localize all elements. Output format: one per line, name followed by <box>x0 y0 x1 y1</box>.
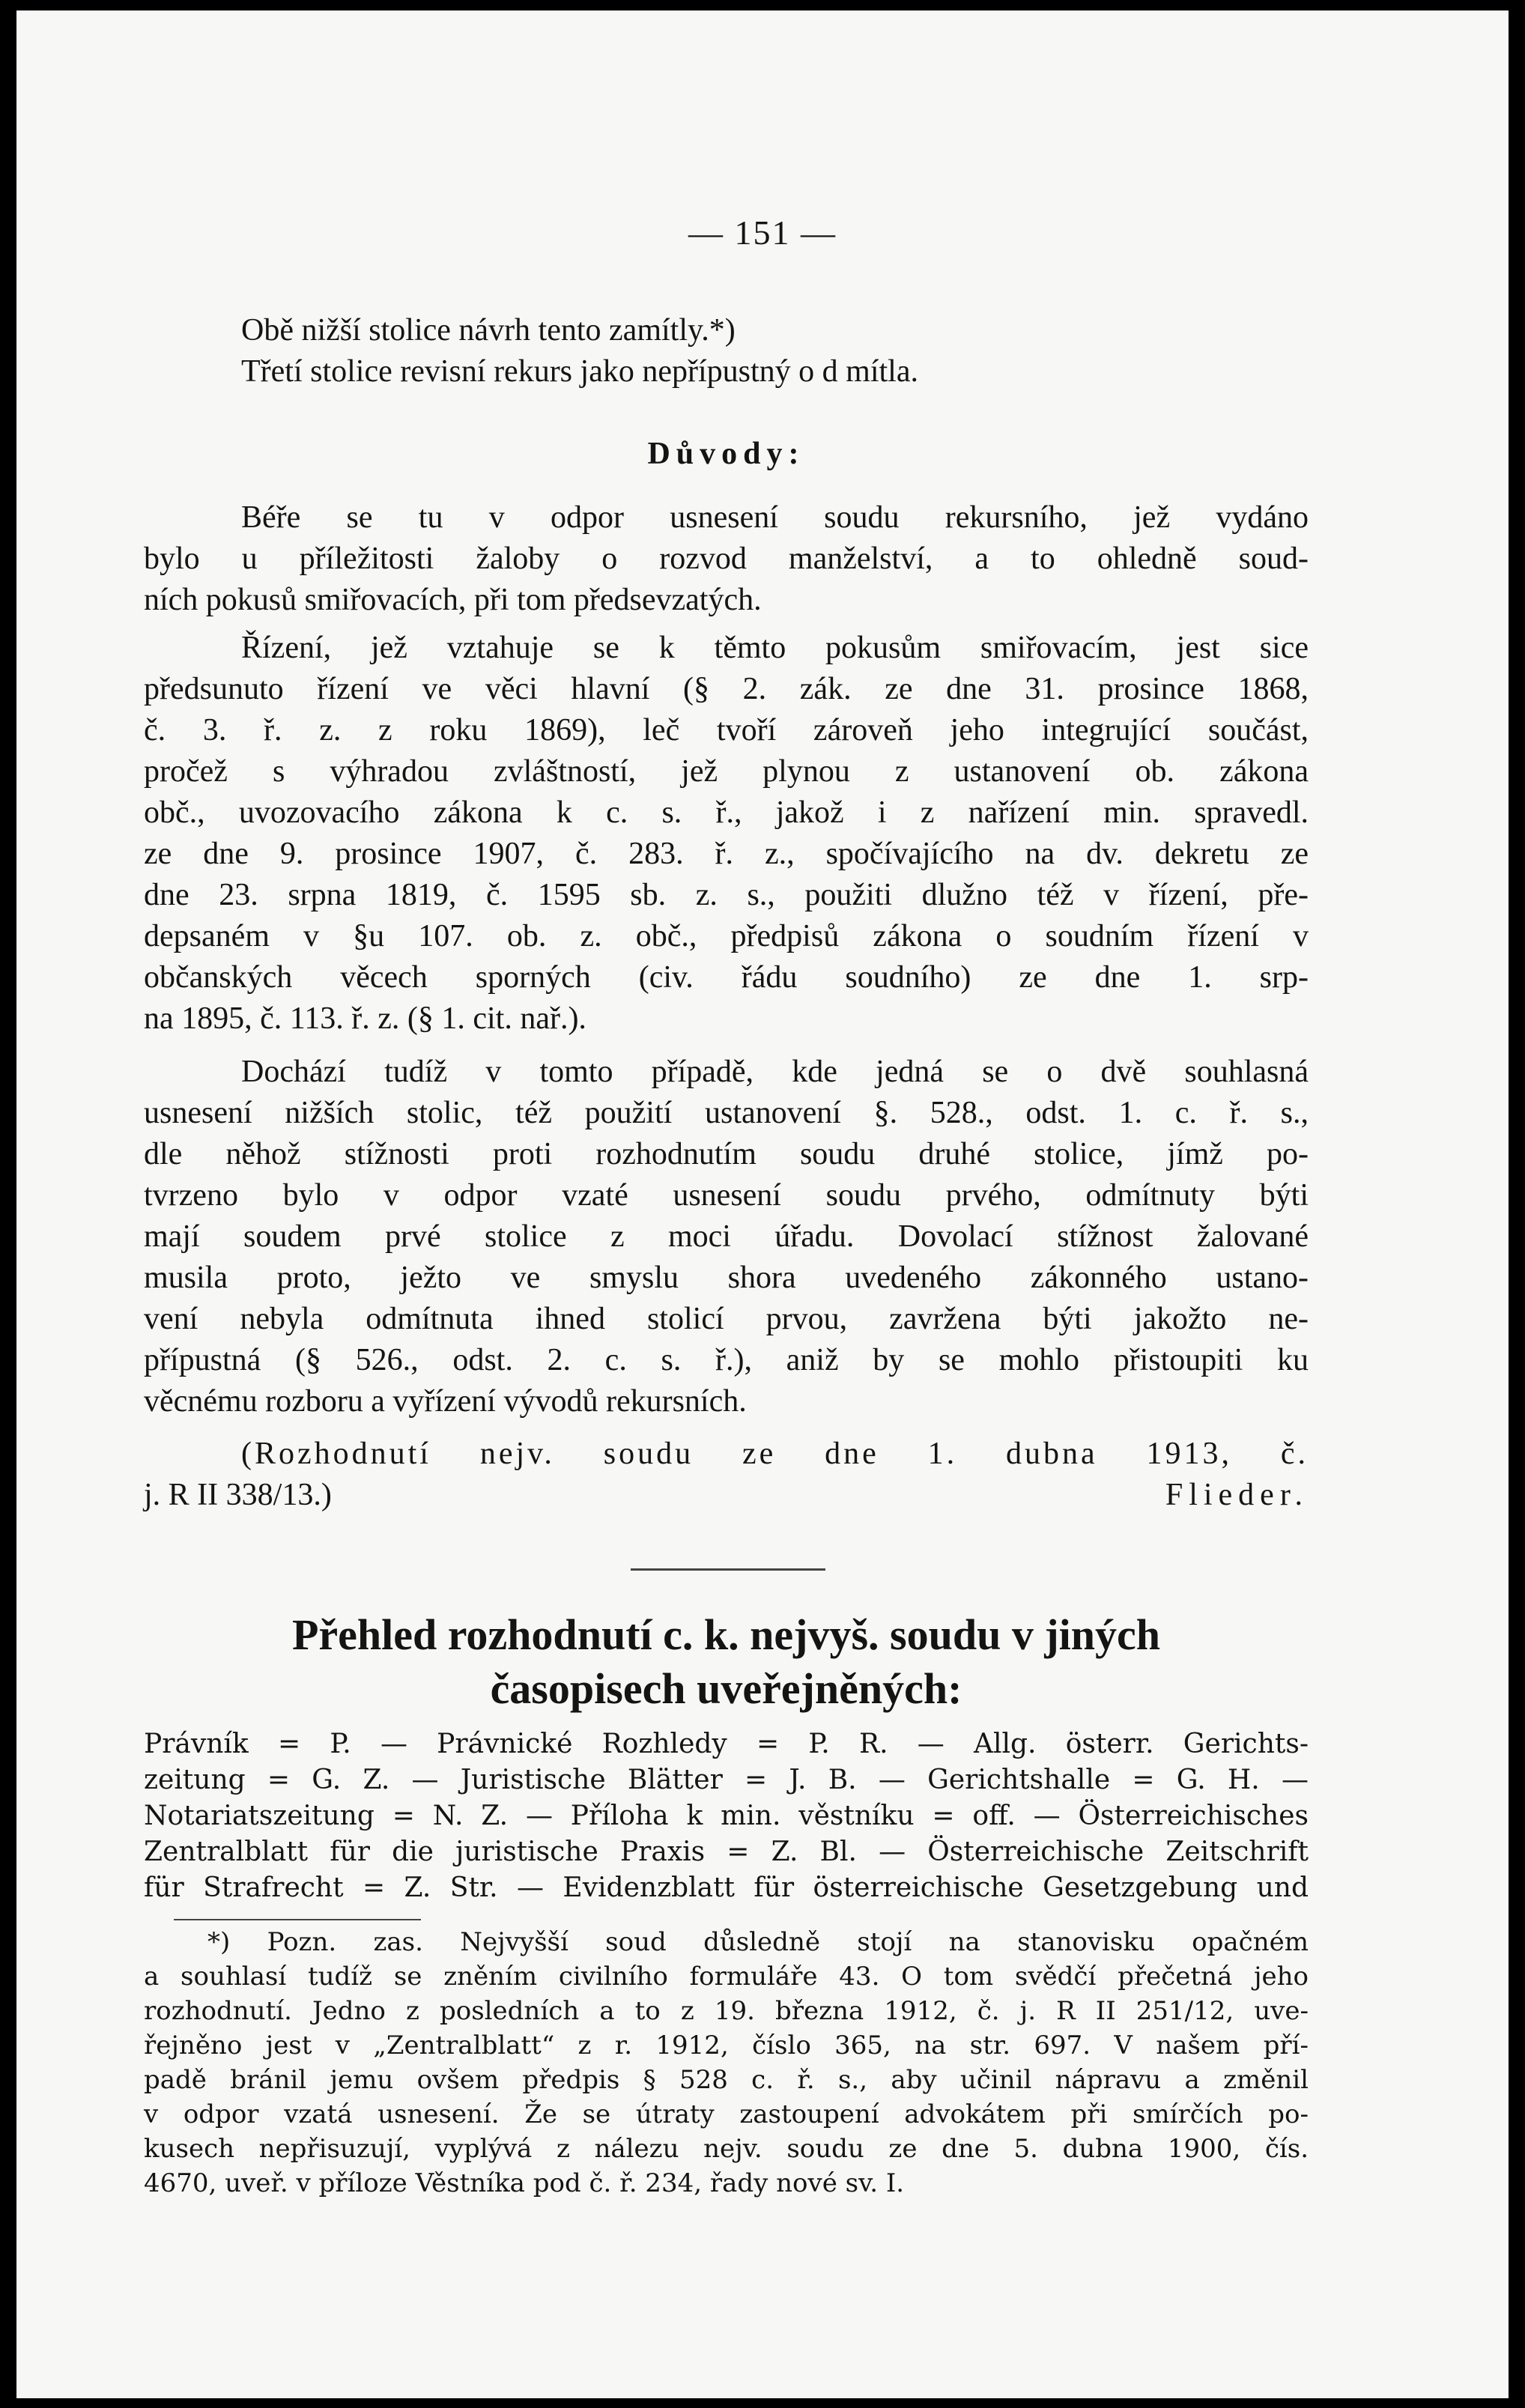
footnote-line: kusech nepřisuzují, vyplývá z nálezu nejv. soudu ze dne 5. dubna 1900, čís. <box>144 2134 1309 2164</box>
paragraph-line: č. 3. ř. z. z roku 1869), leč tvoří zároveň jeho integrující součást, <box>144 713 1309 747</box>
citation-line: (Rozhodnutí nejv. soudu ze dne 1. dubna 1913, č. <box>241 1437 1309 1471</box>
section-divider <box>631 1568 825 1571</box>
abbreviation-line: für Strafrecht = Z. Str. — Evidenzblatt für österreichische Gesetzgebung und <box>144 1872 1309 1903</box>
paragraph-line: musila proto, ježto ve smyslu shora uvedeného zákonného ustano- <box>144 1261 1309 1295</box>
intro-line: Obě nižší stolice návrh tento zamítly.*) <box>241 313 736 348</box>
paragraph-line: občanských věcech sporných (civ. řádu soudního) ze dne 1. srp- <box>144 960 1309 995</box>
paragraph-line: přípustná (§ 526., odst. 2. c. s. ř.), aniž by se mohlo přistoupiti ku <box>144 1343 1309 1377</box>
footnote-line: 4670, uveř. v příloze Věstníka pod č. ř. 234, řady nové sv. I. <box>144 2168 905 2198</box>
footnote-line: padě bránil jemu ovšem předpis § 528 c. ř. s., aby učinil nápravu a změnil <box>144 2065 1309 2095</box>
paragraph-line: pročež s výhradou zvláštností, jež plynou z ustanovení ob. zákona <box>144 754 1309 789</box>
paragraph-line: bylo u příležitosti žaloby o rozvod manželství, a to ohledně soud- <box>144 542 1309 576</box>
intro-line: Třetí stolice revisní rekurs jako nepřípustný o d mítla. <box>241 354 918 389</box>
footnote-line: a souhlasí tudíž se zněním civilního formuláře 43. O tom svědčí přečetná jeho <box>144 1962 1309 1992</box>
paragraph-line: depsaném v §u 107. ob. z. obč., předpisů zákona o soudním řízení v <box>144 919 1309 953</box>
paragraph-line: Řízení, jež vztahuje se k těmto pokusům smiřovacím, jest sice <box>241 631 1309 665</box>
paragraph-line: dne 23. srpna 1819, č. 1595 sb. z. s., použiti dlužno též v řízení, pře- <box>144 878 1309 912</box>
paragraph-line: ze dne 9. prosince 1907, č. 283. ř. z., spočívajícího na dv. dekretu ze <box>144 837 1309 871</box>
paragraph-line: Béře se tu v odpor usnesení soudu rekursního, jež vydáno <box>241 500 1309 535</box>
footnote-line: řejněno jest v „Zentralblatt“ z r. 1912, číslo 365, na str. 697. V našem pří- <box>144 2031 1309 2060</box>
paragraph-line: mají soudem prvé stolice z moci úřadu. Dovolací stížnost žalované <box>144 1219 1309 1254</box>
citation-author: Flieder. <box>1165 1478 1309 1512</box>
paragraph-line: Dochází tudíž v tomto případě, kde jedná se o dvě souhlasná <box>241 1055 1309 1089</box>
paragraph-line: obč., uvozovacího zákona k c. s. ř., jakož i z nařízení min. spravedl. <box>144 795 1309 830</box>
paragraph-line: dle něhož stížnosti proti rozhodnutím soudu druhé stolice, jímž po- <box>144 1137 1309 1171</box>
book-page <box>16 10 1509 2398</box>
footnote-rule <box>174 1919 421 1920</box>
abbreviation-line: Právník = P. — Právnické Rozhledy = P. R. — Allg. österr. Gerichts- <box>144 1729 1309 1759</box>
footnote-line: rozhodnutí. Jedno z posledních a to z 19. března 1912, č. j. R II 251/12, uve- <box>144 1996 1309 2026</box>
overview-heading: časopisech uveřejněných: <box>490 1664 962 1713</box>
citation-reference: j. R II 338/13.) <box>144 1478 332 1512</box>
reasons-heading: Důvody: <box>647 437 805 471</box>
abbreviation-line: Zentralblatt für die juristische Praxis = Z. Bl. — Österreichische Zeitschrift <box>144 1837 1309 1867</box>
paragraph-line: usnesení nižších stolic, též použití ustanovení §. 528., odst. 1. c. ř. s., <box>144 1096 1309 1130</box>
abbreviation-line: Notariatszeitung = N. Z. — Příloha k min. věstníku = off. — Österreichisches <box>144 1801 1309 1831</box>
footnote-line: *) Pozn. zas. Nejvyšší soud důsledně stojí na stanovisku opačném <box>207 1927 1309 1957</box>
paragraph-line: vení nebyla odmítnuta ihned stolicí prvou, zavržena býti jakožto ne- <box>144 1302 1309 1336</box>
paragraph-line: předsunuto řízení ve věci hlavní (§ 2. zák. ze dne 31. prosince 1868, <box>144 672 1309 706</box>
abbreviation-line: zeitung = G. Z. — Juristische Blätter = J. B. — Gerichtshalle = G. H. — <box>144 1765 1309 1795</box>
paragraph-line: věcnému rozboru a vyřízení vývodů rekursních. <box>144 1384 747 1419</box>
paragraph-line: na 1895, č. 113. ř. z. (§ 1. cit. nař.). <box>144 1001 586 1036</box>
footnote-line: v odpor vzatá usnesení. Že se útraty zastoupení advokátem při smírčích po- <box>144 2099 1309 2129</box>
overview-heading: Přehled rozhodnutí c. k. nejvyš. soudu v jiných <box>291 1610 1161 1659</box>
paragraph-line: tvrzeno bylo v odpor vzaté usnesení soudu prvého, odmítnuty býti <box>144 1178 1309 1213</box>
paragraph-line: ních pokusů smiřovacích, při tom předsevzatých. <box>144 583 762 617</box>
page-number: — 151 — <box>688 213 837 252</box>
